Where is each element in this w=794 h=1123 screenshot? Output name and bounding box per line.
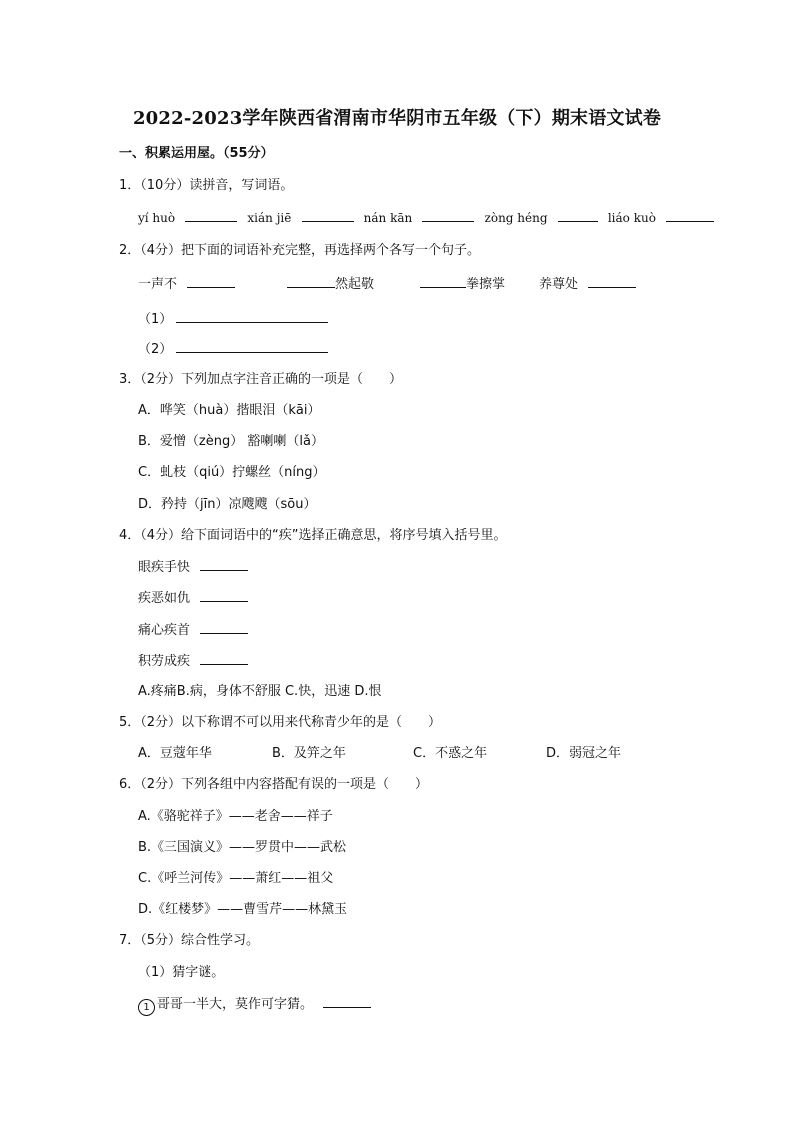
q4-word-3 bbox=[138, 621, 248, 640]
word-text: 积劳成疾 bbox=[138, 654, 191, 669]
q4-word-4 bbox=[138, 652, 248, 671]
page-title: 2022-2023学年陕西省渭南市华阴市五年级（下）期末语文试卷 bbox=[132, 108, 662, 129]
q6-option-a[interactable]: A.《骆驼祥子》——老舍——祥子 bbox=[138, 809, 333, 824]
q2-sentence-1 bbox=[138, 310, 328, 329]
answer-blank[interactable] bbox=[323, 995, 371, 1008]
answer-blank[interactable] bbox=[558, 209, 598, 222]
answer-blank[interactable] bbox=[185, 209, 237, 222]
q5-option-c[interactable]: C．不惑之年 bbox=[413, 746, 488, 761]
q6-option-c[interactable]: C.《呼兰河传》——萧红——祖父 bbox=[138, 871, 334, 886]
q1-pinyin-row bbox=[138, 209, 714, 228]
pinyin-2: xián jiē bbox=[247, 211, 292, 225]
word-text: 拳擦掌 bbox=[466, 277, 506, 292]
q4-word-1 bbox=[138, 558, 248, 577]
q4-meanings: A.疼痛B.病，身体不舒服 C.快，迅速 D.恨 bbox=[138, 684, 382, 699]
word-text: 养尊处 bbox=[539, 277, 579, 292]
question-1-stem: 1．（10分）读拼音，写词语。 bbox=[119, 178, 294, 193]
sentence-number: （2） bbox=[138, 342, 173, 357]
sentence-blank[interactable] bbox=[176, 340, 328, 353]
q4-word-2 bbox=[138, 589, 248, 608]
question-7-stem: 7．（5分）综合性学习。 bbox=[119, 933, 260, 948]
circled-number: 1 bbox=[138, 999, 155, 1016]
word-text: 痛心疾首 bbox=[138, 623, 191, 638]
q6-option-b[interactable]: B.《三国演义》——罗贯中——武松 bbox=[138, 840, 347, 855]
q5-option-a[interactable]: A．豆蔻年华 bbox=[138, 746, 212, 761]
pinyin-1: yí huò bbox=[138, 211, 176, 225]
q2-word-3 bbox=[420, 275, 505, 294]
question-5-stem: 5．（2分）以下称谓不可以用来代称青少年的是（ ） bbox=[119, 715, 442, 730]
word-text: 然起敬 bbox=[335, 277, 375, 292]
section-heading: 一、积累运用屋。（55分） bbox=[119, 146, 274, 161]
answer-blank[interactable] bbox=[200, 652, 248, 665]
sentence-number: （1） bbox=[138, 312, 173, 327]
question-2-stem: 2．（4分）把下面的词语补充完整，再选择两个各写一个句子。 bbox=[119, 243, 481, 258]
question-3-stem: 3．（2分）下列加点字注音正确的一项是（ ） bbox=[119, 372, 403, 387]
riddle-text: 哥哥一半大，莫作可字猜。 bbox=[157, 997, 314, 1012]
q7-riddle bbox=[138, 995, 371, 1016]
q6-option-d[interactable]: D.《红楼梦》——曹雪芹——林黛玉 bbox=[138, 902, 348, 917]
q3-option-b[interactable]: B．爱憎（zèng） 豁喇喇（lǎ） bbox=[138, 434, 324, 449]
answer-blank[interactable] bbox=[420, 275, 466, 288]
q2-word-1 bbox=[138, 275, 235, 294]
answer-blank[interactable] bbox=[187, 275, 235, 288]
q2-word-2 bbox=[287, 275, 374, 294]
q2-word-4 bbox=[539, 275, 636, 294]
answer-blank[interactable] bbox=[422, 209, 474, 222]
q5-option-d[interactable]: D．弱冠之年 bbox=[546, 746, 622, 761]
answer-blank[interactable] bbox=[200, 558, 248, 571]
question-6-stem: 6．（2分）下列各组中内容搭配有误的一项是（ ） bbox=[119, 777, 429, 792]
word-text: 疾恶如仇 bbox=[138, 591, 191, 606]
q2-sentence-2 bbox=[138, 340, 328, 359]
answer-blank[interactable] bbox=[588, 275, 636, 288]
pinyin-4: zòng héng bbox=[484, 211, 548, 225]
sentence-blank[interactable] bbox=[176, 310, 328, 323]
q7-sub-1: （1）猜字谜。 bbox=[138, 965, 225, 980]
q3-option-a[interactable]: A．哗笑（huà）揩眼泪（kāi） bbox=[138, 403, 321, 418]
pinyin-3: nán kān bbox=[363, 211, 413, 225]
answer-blank[interactable] bbox=[302, 209, 354, 222]
q5-option-b[interactable]: B．及笄之年 bbox=[272, 746, 346, 761]
word-text: 眼疾手快 bbox=[138, 560, 191, 575]
question-4-stem: 4．（4分）给下面词语中的“疾”选择正确意思，将序号填入括号里。 bbox=[119, 528, 507, 543]
word-text: 一声不 bbox=[138, 277, 178, 292]
q3-option-d[interactable]: D．矜持（jīn）凉飕飕（sōu） bbox=[138, 497, 317, 512]
q3-option-c[interactable]: C．虬枝（qiú）拧螺丝（níng） bbox=[138, 465, 326, 480]
pinyin-5: liáo kuò bbox=[607, 211, 656, 225]
answer-blank[interactable] bbox=[666, 209, 714, 222]
answer-blank[interactable] bbox=[200, 589, 248, 602]
answer-blank[interactable] bbox=[287, 275, 335, 288]
answer-blank[interactable] bbox=[200, 621, 248, 634]
